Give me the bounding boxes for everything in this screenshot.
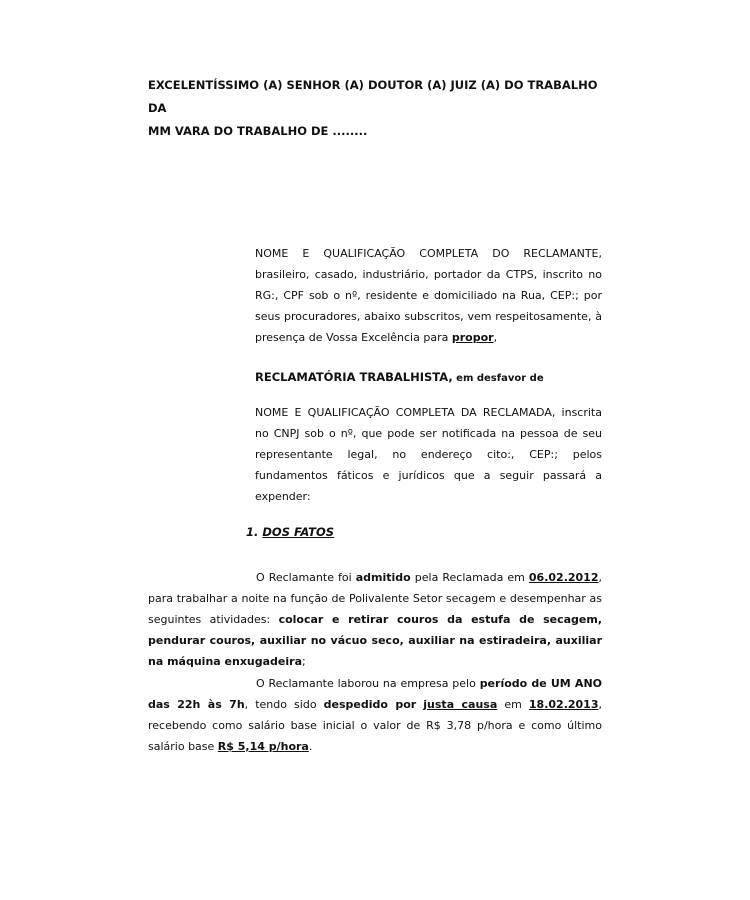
para1-text-d: ; bbox=[302, 655, 306, 668]
para1-text-c: , para trabalhar a noite na função de Polivalente Setor secagem e desempenhar as seguintes atividades: bbox=[148, 571, 602, 626]
plaintiff-text: NOME E QUALIFICAÇÃO COMPLETA DO RECLAMANTE, brasileiro, casado, industriário, portador da CTPS, inscrito no RG:, CPF sob o nº, residente e domiciliado na Rua, CEP:; por seus procuradores, abaixo subscritos, vem respeitosamente, à presença de Vossa Excelência para bbox=[255, 247, 602, 344]
action-name: RECLAMATÓRIA TRABALHISTA, bbox=[255, 370, 453, 384]
section-number: 1. bbox=[246, 525, 259, 539]
para2-text-e: . bbox=[308, 740, 313, 753]
dismissed-term: despedido por bbox=[323, 698, 417, 711]
facts-paragraph-1 bbox=[148, 567, 602, 672]
just-cause-term: justa causa bbox=[423, 698, 498, 711]
plaintiff-comma: , bbox=[493, 331, 498, 344]
propor-term: propor bbox=[451, 331, 494, 344]
court-address-heading bbox=[148, 74, 608, 143]
para1-text-b: pela Reclamada em bbox=[410, 571, 529, 584]
para2-text-c: em bbox=[497, 698, 529, 711]
heading-line-2: MM VARA DO TRABALHO DE ........ bbox=[148, 124, 368, 138]
admission-date: 06.02.2012 bbox=[528, 571, 599, 584]
heading-line-1: EXCELENTÍSSIMO (A) SENHOR (A) DOUTOR (A) JUIZ (A) DO TRABALHO DA bbox=[148, 78, 598, 115]
para2-text-a: O Reclamante laborou na empresa pelo bbox=[256, 677, 480, 690]
plaintiff-qualification bbox=[255, 243, 602, 348]
work-period: período de UM ANO das 22h às 7h bbox=[148, 677, 602, 711]
para1-text-a: O Reclamante foi bbox=[256, 571, 356, 584]
defendant-qualification: NOME E QUALIFICAÇÃO COMPLETA DA RECLAMADA, inscrita no CNPJ sob o nº, que pode ser notificada na pessoa de seu representante legal, no endereço cito:, CEP:; pelos fundamentos fáticos e jurídicos que a seguir passará a expender: bbox=[255, 406, 602, 503]
para2-text-b: , tendo sido bbox=[244, 698, 324, 711]
facts-paragraph-2 bbox=[148, 673, 602, 757]
dismissal-date: 18.02.2013 bbox=[528, 698, 599, 711]
action-title bbox=[255, 367, 544, 389]
admitido-term: admitido bbox=[355, 571, 411, 584]
section-title: DOS FATOS bbox=[262, 525, 335, 539]
last-salary: R$ 5,14 p/hora bbox=[217, 740, 309, 753]
section-heading bbox=[246, 525, 334, 539]
action-against: em desfavor de bbox=[452, 373, 544, 384]
para2-text-d: , recebendo como salário base inicial o valor de R$ 3,78 p/hora e como último salário base bbox=[148, 698, 602, 753]
activities-list: colocar e retirar couros da estufa de secagem, pendurar couros, auxiliar no vácuo seco, auxiliar na estiradeira, auxiliar na máquina enxugadeira bbox=[148, 613, 602, 668]
